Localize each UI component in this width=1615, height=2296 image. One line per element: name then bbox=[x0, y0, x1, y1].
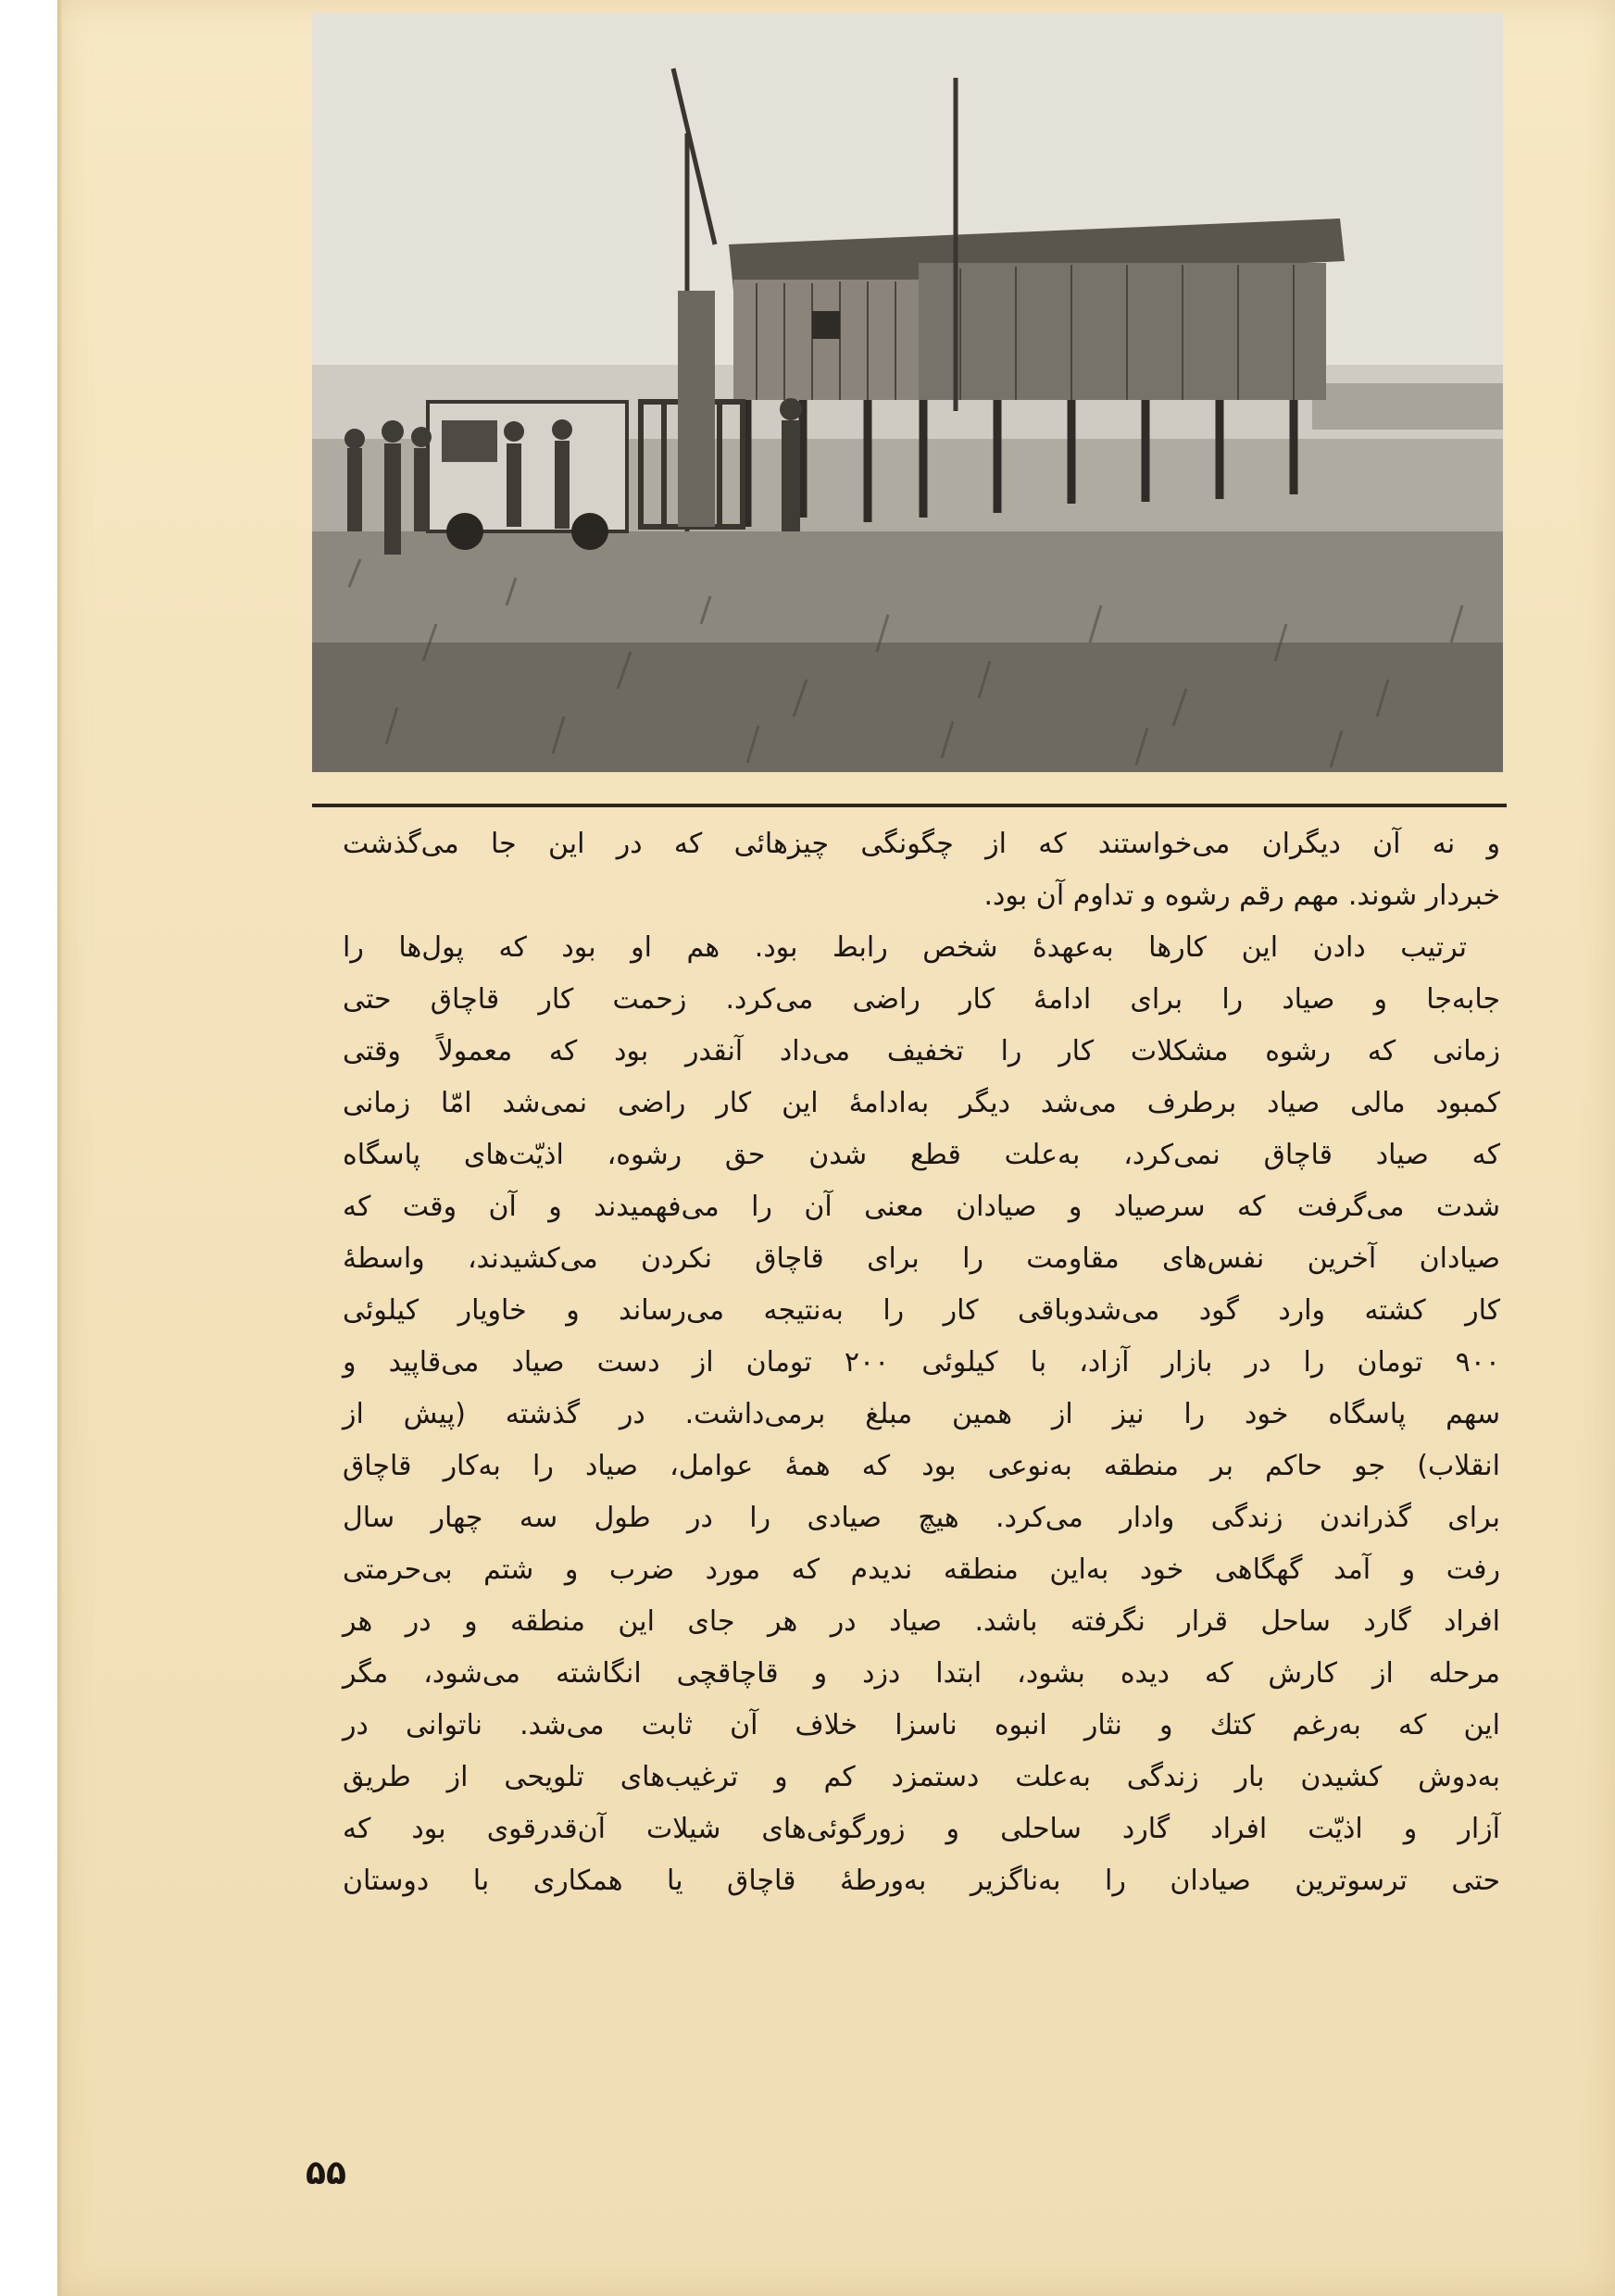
stilt-house-photo bbox=[312, 13, 1503, 772]
text-line: ترتیب دادن این کارها به‌عهدهٔ شخص رابط بود. هم او بود که پول‌ها را bbox=[343, 931, 1467, 964]
photo-illustration bbox=[312, 13, 1503, 772]
text-line: جابه‌جا و صیاد را برای ادامهٔ کار راضی می‌کرد. زحمت کار قاچاق حتی bbox=[343, 983, 1500, 1016]
paragraph-2 bbox=[343, 922, 1500, 1907]
text-line: که صیاد قاچاق نمی‌کرد، به‌علت قطع شدن حق رشوه، اذیّت‌های پاسگاه bbox=[343, 1139, 1500, 1171]
photo-bottom-rule bbox=[312, 804, 1507, 807]
text-line: افراد گارد ساحل قرار نگرفته باشد. صیاد در هر جای این منطقه و در هر bbox=[343, 1605, 1500, 1638]
text-line: خبردار شوند. مهم رقم رشوه و تداوم آن بود. bbox=[983, 880, 1500, 912]
text-line: این که به‌رغم کتك و نثار انبوه ناسزا خلاف آن ثابت می‌شد. ناتوانی در bbox=[343, 1709, 1500, 1741]
text-line: حتی ترسوترین صیادان را به‌ناگزیر به‌ورطهٔ قاچاق یا همکاری با دوستان bbox=[343, 1865, 1500, 1897]
text-line: انقلاب) جو حاکم بر منطقه به‌نوعی بود که همهٔ عوامل، صیاد را به‌کار قاچاق bbox=[343, 1450, 1500, 1482]
text-line: کمبود مالی صیاد برطرف می‌شد دیگر به‌ادامهٔ این کار راضی نمی‌شد امّا زمانی bbox=[343, 1087, 1500, 1119]
article-body bbox=[343, 818, 1500, 1907]
page-number: ۵۵ bbox=[306, 2154, 346, 2192]
text-line: رفت و آمد گهگاهی خود به‌این منطقه ندیدم که مورد ضرب و شتم بی‌حرمتی bbox=[343, 1554, 1500, 1586]
text-line: صیادان آخرین نفس‌های مقاومت را برای قاچاق نکردن می‌کشیدند، واسطهٔ bbox=[343, 1242, 1500, 1275]
paragraph-1 bbox=[343, 818, 1500, 922]
text-line: شدت می‌گرفت که سرصیاد و صیادان معنی آن را می‌فهمیدند و آن وقت که bbox=[343, 1191, 1500, 1223]
text-line: برای گذراندن زندگی وادار می‌کرد. هیچ صیادی را در طول سه چهار سال bbox=[343, 1502, 1500, 1534]
text-line: آزار و اذیّت افراد گارد ساحلی و زورگوئی‌های شیلات آن‌قدرقوی بود که bbox=[343, 1813, 1500, 1845]
paper-edge bbox=[57, 0, 63, 2296]
text-line: مرحله از کارش که دیده بشود، ابتدا دزد و قاچاقچی انگاشته می‌شود، مگر bbox=[343, 1657, 1500, 1690]
text-line: و نه آن دیگران می‌خواستند که از چگونگی چیزهائی که در این جا می‌گذشت bbox=[343, 828, 1500, 860]
text-line: ۹۰۰ تومان را در بازار آزاد، با کیلوئی ۲۰۰ تومان از دست صیاد می‌قاپید و bbox=[343, 1346, 1501, 1379]
text-line: کار کشته وارد گود می‌شد‌وباقی کار را به‌نتیجه می‌رساند و خاویار کیلوئی bbox=[343, 1294, 1500, 1327]
text-line: سهم پاسگاه خود را نیز از همین مبلغ برمی‌داشت. در گذشته (پیش از bbox=[343, 1398, 1500, 1430]
text-line: به‌دوش کشیدن بار زندگی به‌علت دستمزد کم و ترغیب‌های تلویحی از طریق bbox=[343, 1761, 1500, 1793]
text-line: زمانی که رشوه مشکلات کار را تخفیف می‌داد آنقدر بود که معمولاً وقتی bbox=[343, 1035, 1500, 1067]
